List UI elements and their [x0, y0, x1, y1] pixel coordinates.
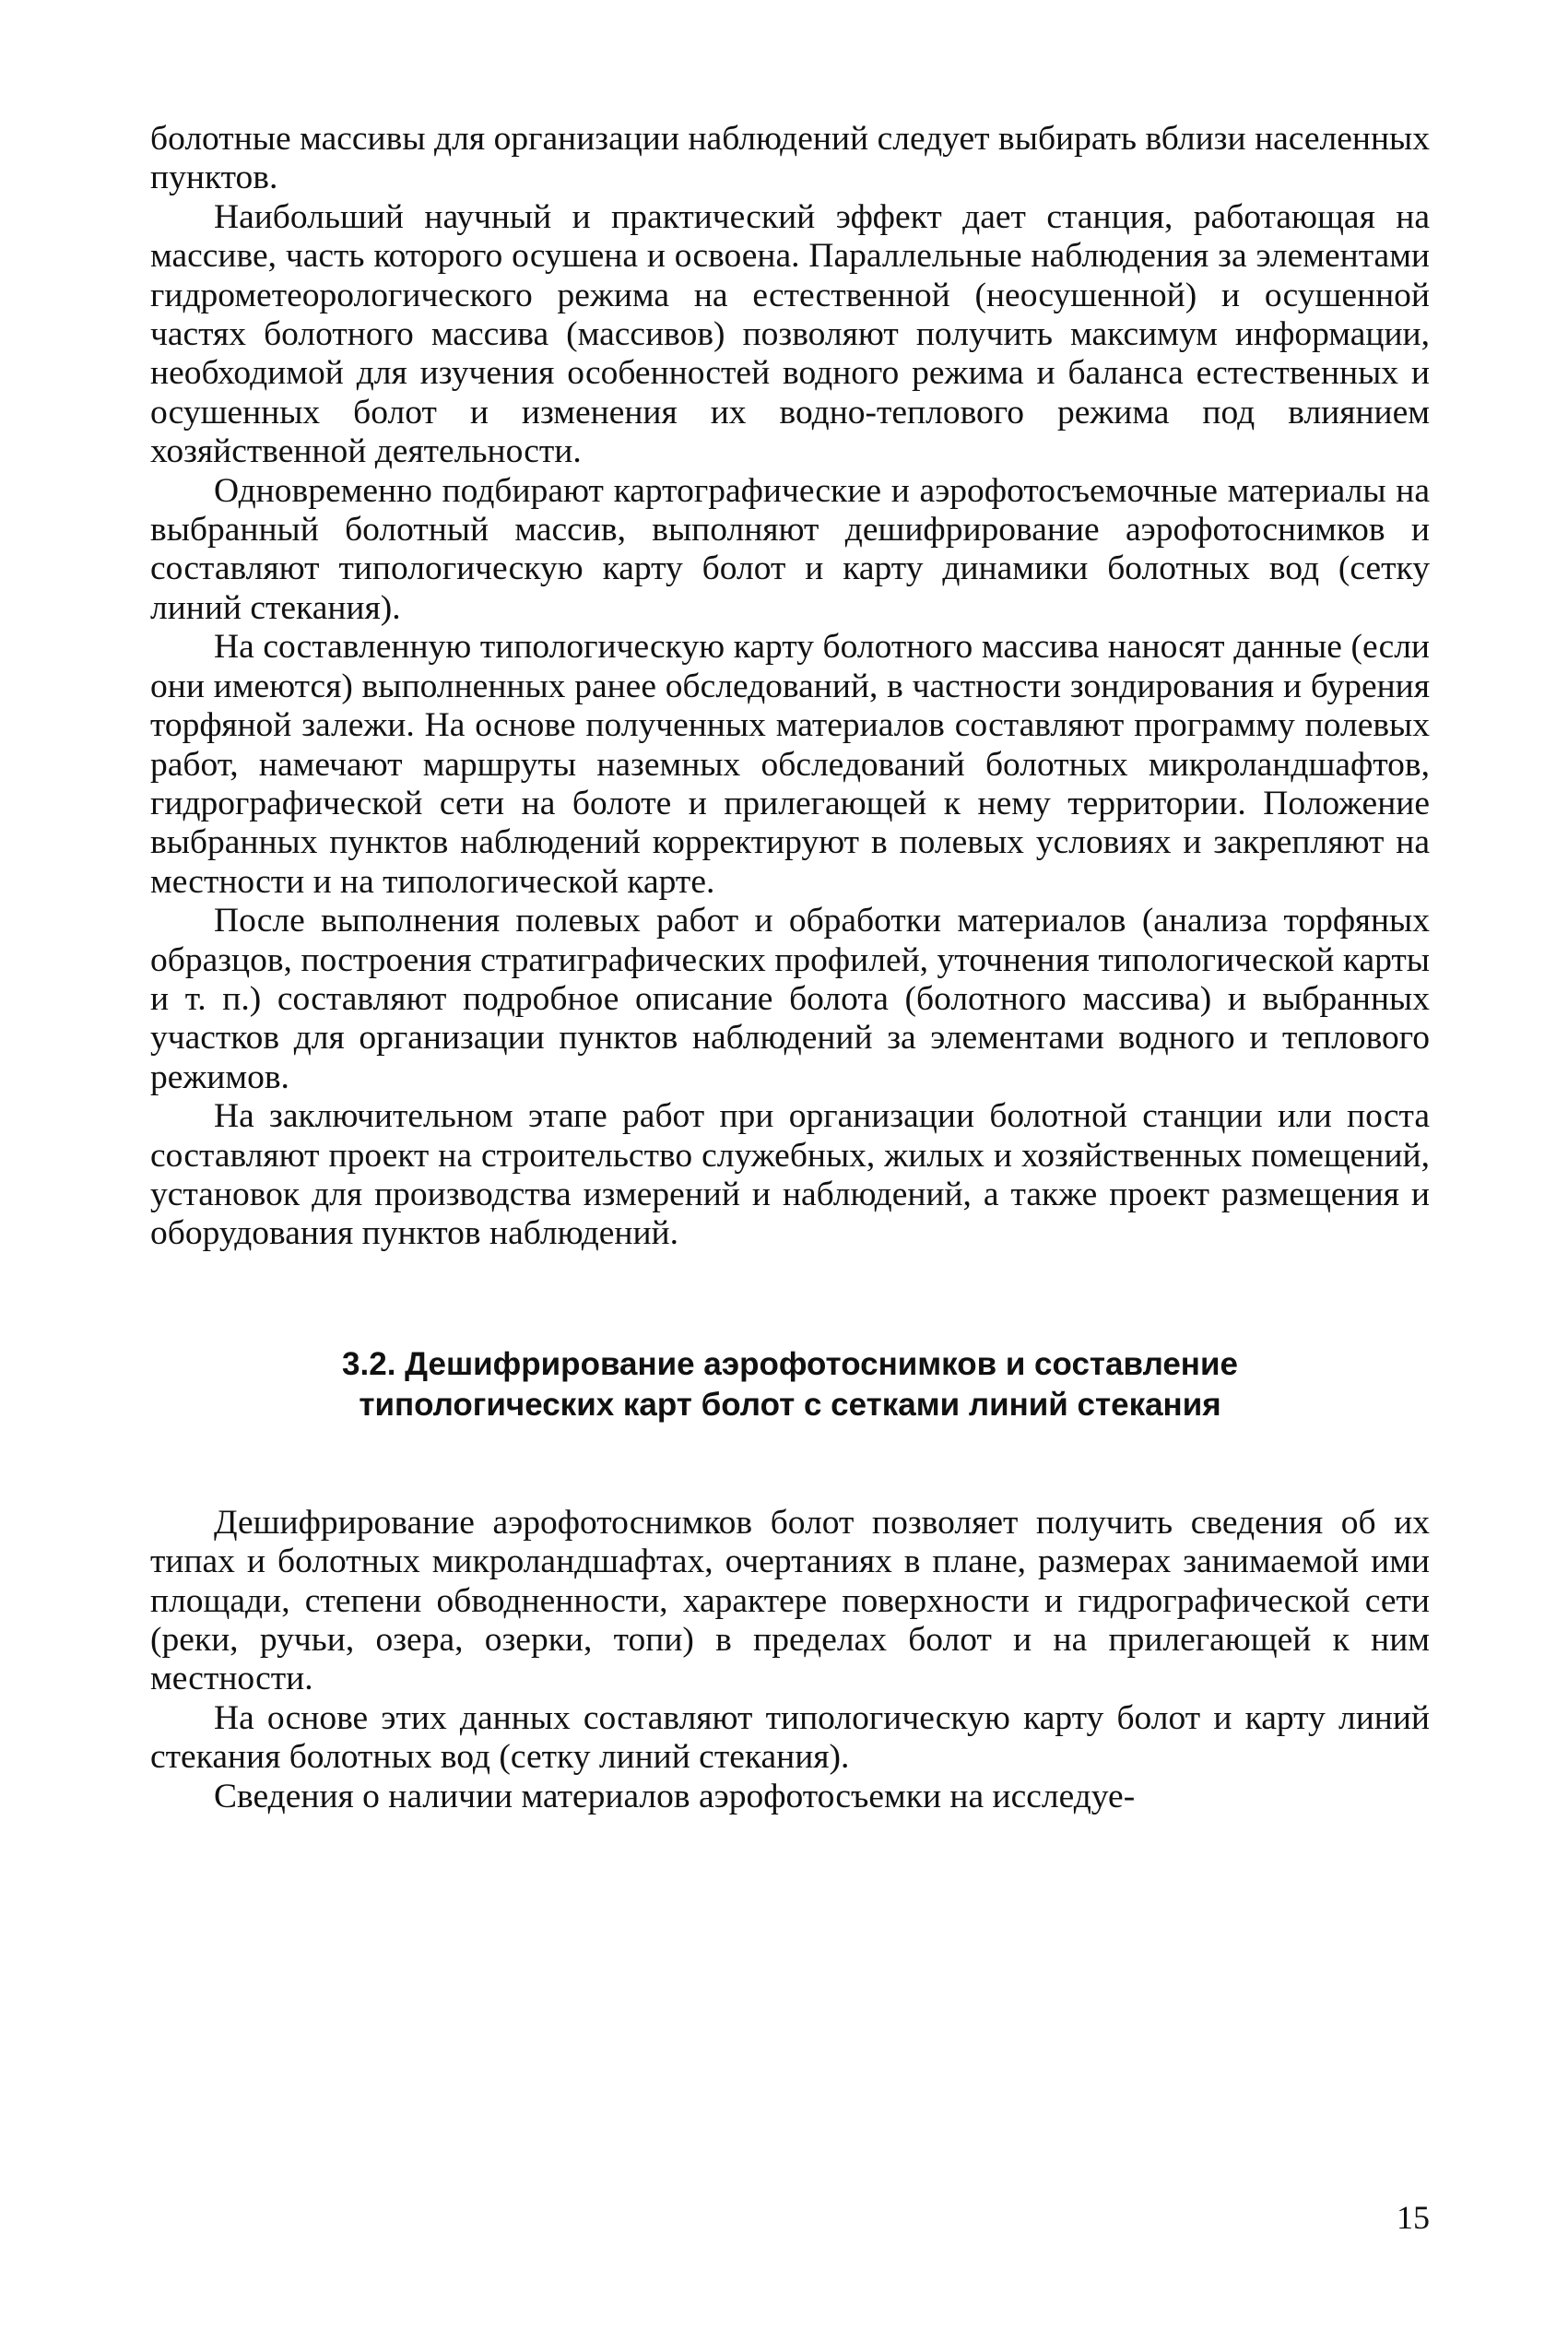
paragraph-decoding-info: Дешифрирование аэрофотоснимков болот позволяет получить сведения об их типах и болотных микроландшафтах, очертаниях в плане, размерах занимаемой ими площади, степени обводненности, характере поверхности и гидрографической сети (реки, ручьи, озера, озерки, топи) в пределах болот и на прилегающей к ним местности.	[150, 1503, 1430, 1698]
paragraph-map-materials: Одновременно подбирают картографические и аэрофотосъемочные материалы на выбранный болотный массив, выполняют дешифрирование аэрофотоснимков и составляют типологическую карту болот и карту динамики болотных вод (сетку линий стекания).	[150, 471, 1430, 627]
paragraph-description: После выполнения полевых работ и обработки материалов (анализа торфяных образцов, построения стратиграфических профилей, уточнения типологической карты и т. п.) составляют подробное описание болота (болотного массива) и выбранных участков для организации пунктов наблюдений за элементами водного и теплового режимов.	[150, 902, 1430, 1096]
paragraph-map-compilation: На основе этих данных составляют типологическую карту болот и карту линий стекания болотных вод (сетку линий стекания).	[150, 1698, 1430, 1777]
page-body	[150, 120, 1430, 1816]
paragraph-aerial-materials: Сведения о наличии материалов аэрофотосъемки на исследуе-	[214, 1777, 1136, 1815]
section-heading	[150, 1344, 1430, 1425]
section-heading-line-1: 3.2. Дешифрирование аэрофотоснимков и составление	[342, 1345, 1238, 1382]
paragraph-continuation: болотные массивы для организации наблюдений следует выбирать вблизи населенных пунктов.	[150, 120, 1430, 197]
paragraph-station-effect: Наибольший научный и практический эффект дает станция, работающая на массиве, часть которого осушена и освоена. Параллельные наблюдения за элементами гидрометеорологического режима на естественной (неосушенной) и осушенной частях болотного массива (массивов) позволяют получить максимум информации, необходимой для изучения особенностей водного режима и баланса естественных и осушенных болот и изменения их водно-теплового режима под влиянием хозяйственной деятельности.	[150, 197, 1430, 471]
paragraph-final-stage: На заключительном этапе работ при организации болотной станции или поста составляют проект на строительство служебных, жилых и хозяйственных помещений, установок для производства измерений и наблюдений, а также проект размещения и оборудования пунктов наблюдений.	[150, 1097, 1430, 1253]
section-heading-line-2: типологических карт болот с сетками линий стекания	[359, 1386, 1221, 1423]
page-number: 15	[1397, 2199, 1430, 2236]
paragraph-field-program: На составленную типологическую карту болотного массива наносят данные (если они имеются) выполненных ранее обследований, в частности зондирования и бурения торфяной залежи. На основе полученных материалов составляют программу полевых работ, намечают маршруты наземных обследований болотных микроландшафтов, гидрографической сети на болоте и прилегающей к нему территории. Положение выбранных пунктов наблюдений корректируют в полевых условиях и закрепляют на местности и на типологической карте.	[150, 628, 1430, 901]
